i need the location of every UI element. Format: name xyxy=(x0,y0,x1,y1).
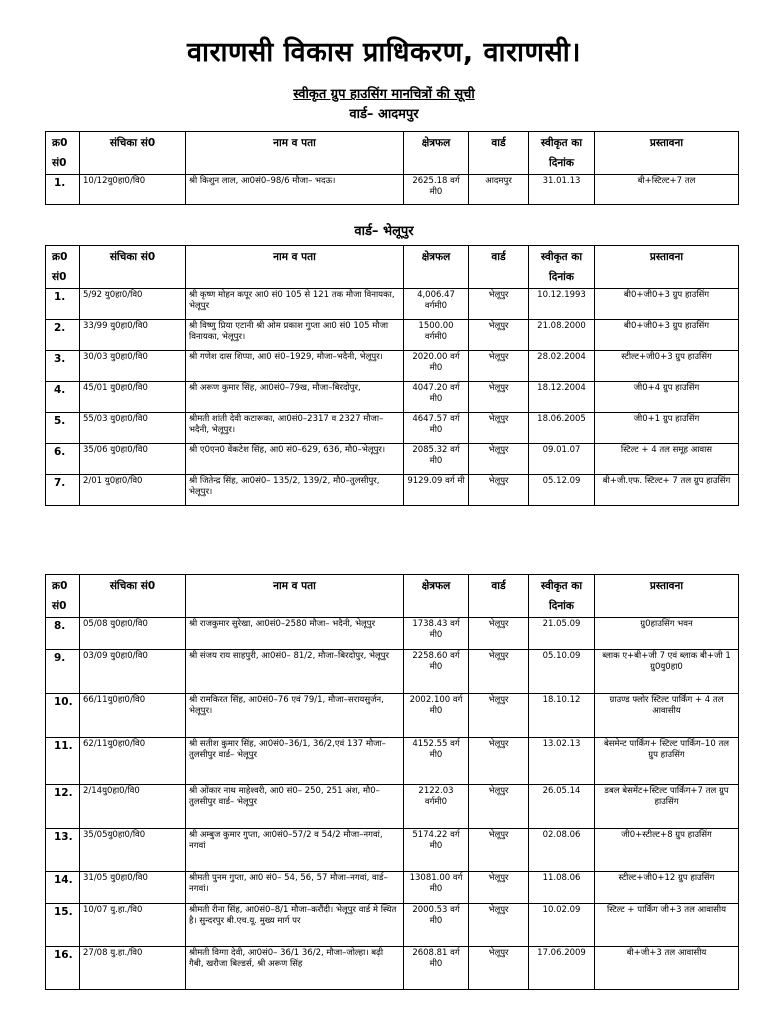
table-row xyxy=(46,738,739,785)
cell-file: 62/11यु0हा0/वि0 xyxy=(80,738,186,785)
column-header-proposal: प्रस्तावना xyxy=(595,575,739,618)
cell-file: 45/01 यु0हा0/वि0 xyxy=(80,382,186,413)
page-subtitle xyxy=(0,84,768,102)
column-header-name: नाम व पता xyxy=(186,246,404,289)
cell-area: 13081.00 वर्ग मी0 xyxy=(404,872,469,904)
cell-sn: 4. xyxy=(46,382,80,413)
cell-date: 28.02.2004 xyxy=(529,351,595,382)
cell-file: 10/12यु0हा0/वि0 xyxy=(80,175,186,205)
cell-sn: 14. xyxy=(46,872,80,904)
cell-proposal: बी+स्टिल्ट+7 तल xyxy=(595,175,739,205)
cell-name: श्रीमती शांती देवी कटारूका, आ0सं0–2317 व 2327 मौजा–भदैनी, भेलूपुर। xyxy=(186,413,404,444)
table-row xyxy=(46,351,739,382)
cell-ward: भेलूपुर xyxy=(469,785,529,829)
cell-area: 2002.100 वर्ग मी0 xyxy=(404,694,469,738)
cell-area: 4647.57 वर्ग मी0 xyxy=(404,413,469,444)
cell-file: 03/09 यु0हा0/वि0 xyxy=(80,650,186,694)
cell-date: 05.10.09 xyxy=(529,650,595,694)
cell-ward: भेलूपुर xyxy=(469,444,529,475)
cell-area: 4152.55 वर्ग मी0 xyxy=(404,738,469,785)
ward-heading-bhelupur: वार्ड– भेलूपुर xyxy=(354,224,414,239)
column-header-date: स्वीकृत का दिनांक xyxy=(529,132,595,175)
cell-name: श्री ओंकार नाथ माहेश्वरी, आ0 सं0– 250, 251 अंश, मौ0–तुलसीपुर वार्ड– भेलूपुर xyxy=(186,785,404,829)
cell-area: 1738.43 वर्ग मी0 xyxy=(404,618,469,650)
cell-ward: भेलूपुर xyxy=(469,320,529,351)
cell-sn: 5. xyxy=(46,413,80,444)
table-row xyxy=(46,175,739,205)
column-header-name: नाम व पता xyxy=(186,132,404,175)
cell-area: 1500.00 वर्गमी0 xyxy=(404,320,469,351)
ward-heading-adampur: वार्ड– आदमपुर xyxy=(349,107,419,122)
cell-proposal: डबल बेसमेंट+स्टिल्ट पार्किंग+7 तल ग्रुप हाउसिंग xyxy=(595,785,739,829)
cell-proposal: ग्राउण्ड फ्लोर स्टिल्ट पार्किंग + 4 तल आवासीय xyxy=(595,694,739,738)
cell-sn: 1. xyxy=(46,175,80,205)
table-row xyxy=(46,413,739,444)
cell-area: 2085.32 वर्ग मी0 xyxy=(404,444,469,475)
column-header-area: क्षेत्रफल xyxy=(404,575,469,618)
cell-ward: भेलूपुर xyxy=(469,738,529,785)
cell-name: श्री संजय राय साहपुरी, आ0सं0– 81/2, मौजा–बिरदोपुर, भेलूपुर xyxy=(186,650,404,694)
column-header-date: स्वीकृत का दिनांक xyxy=(529,575,595,618)
cell-sn: 12. xyxy=(46,785,80,829)
cell-proposal: बी0+जी0+3 ग्रुप हाउसिंग xyxy=(595,289,739,320)
cell-area: 2608.81 वर्ग मी0 xyxy=(404,947,469,990)
cell-date: 13.02.13 xyxy=(529,738,595,785)
cell-sn: 10. xyxy=(46,694,80,738)
cell-name: श्री सतीश कुमार सिंह, आ0सं0–36/1, 36/2,एवं 137 मौजा–तुलसीपुर वार्ड– भेलूपुर xyxy=(186,738,404,785)
cell-date: 18.06.2005 xyxy=(529,413,595,444)
cell-file: 5/92 यु0हा0/वि0 xyxy=(80,289,186,320)
cell-ward: भेलूपुर xyxy=(469,413,529,444)
column-header-file: संचिका सं0 xyxy=(80,575,186,618)
column-header-area: क्षेत्रफल xyxy=(404,132,469,175)
cell-ward: भेलूपुर xyxy=(469,904,529,947)
column-header-proposal: प्रस्तावना xyxy=(595,132,739,175)
cell-file: 05/08 यु0हा0/वि0 xyxy=(80,618,186,650)
cell-proposal: बी+जी+3 तल आवासीय xyxy=(595,947,739,990)
cell-proposal: ग्रु0हाउसिंग भवन xyxy=(595,618,739,650)
cell-date: 09.01.07 xyxy=(529,444,595,475)
table-row xyxy=(46,618,739,650)
page-subtitle-text: स्वीकृत ग्रुप हाउसिंग मानचित्रों की सूची xyxy=(293,87,475,102)
cell-name: श्री गणेश दास शिप्पा, आ0 सं0–1929, मौजा–भदैनी, भेलूपुर। xyxy=(186,351,404,382)
table-row xyxy=(46,650,739,694)
cell-proposal: जी0+4 ग्रुप हाउसिंग xyxy=(595,382,739,413)
cell-ward: भेलूपुर xyxy=(469,829,529,872)
table-row xyxy=(46,947,739,990)
table-row xyxy=(46,829,739,872)
cell-area: 2000.53 वर्ग मी0 xyxy=(404,904,469,947)
cell-proposal: स्टिल्ट + 4 तल समूह आवास xyxy=(595,444,739,475)
column-header-ward: वार्ड xyxy=(469,246,529,289)
table-row xyxy=(46,694,739,738)
cell-area: 4,006.47 वर्गमी0 xyxy=(404,289,469,320)
column-header-proposal: प्रस्तावना xyxy=(595,246,739,289)
table-row xyxy=(46,444,739,475)
table-row xyxy=(46,382,739,413)
column-header-sn: क्र0 सं0 xyxy=(46,246,80,289)
column-header-area: क्षेत्रफल xyxy=(404,246,469,289)
cell-file: 33/99 यु0हा0/वि0 xyxy=(80,320,186,351)
cell-name: श्री किशुन लाल, आ0सं0–98/6 मौजा– भदऊ। xyxy=(186,175,404,205)
cell-date: 21.08.2000 xyxy=(529,320,595,351)
cell-proposal: ब्लाक ए+बी+जी 7 एवं ब्लाक बी+जी 1 ग्रु0यु0हा0 xyxy=(595,650,739,694)
cell-name: श्री ए0एन0 वेंकटेश सिंह, आ0 सं0–629, 636, मौ0–भेलूपुर। xyxy=(186,444,404,475)
cell-ward: भेलूपुर xyxy=(469,289,529,320)
cell-proposal: स्टिल्ट + पार्किंग जी+3 तल आवासीय xyxy=(595,904,739,947)
cell-proposal: जी0+1 ग्रुप हाउसिंग xyxy=(595,413,739,444)
table-header-row xyxy=(46,575,739,618)
table-header-row xyxy=(46,132,739,175)
cell-name: श्रीमती विग्गा देवी, आ0सं0– 36/1 36/2, मौजा–जोल्हा। बढ़ी गैबी, खरौजा बिल्डर्स, श्री अरूण सिंह xyxy=(186,947,404,990)
cell-name: श्री रामकिरत सिंह, आ0सं0–76 एवं 79/1, मौजा–सरायसुर्जन, भेलूपुर। xyxy=(186,694,404,738)
cell-date: 10.12.1993 xyxy=(529,289,595,320)
cell-date: 02.08.06 xyxy=(529,829,595,872)
cell-file: 27/08 यु.हा./वि0 xyxy=(80,947,186,990)
table-header-row xyxy=(46,246,739,289)
cell-area: 9129.09 वर्ग मी xyxy=(404,475,469,506)
cell-name: श्री अम्बुज कुमार गुप्ता, आ0सं0–57/2 व 54/2 मौजा–नगवां, नगवां xyxy=(186,829,404,872)
cell-name: श्री विष्णु प्रिया एटानी श्री ओम प्रकाश गुप्ता आ0 सं0 105 मौजा विनायका, भेलूपुर। xyxy=(186,320,404,351)
cell-sn: 7. xyxy=(46,475,80,506)
cell-area: 2625.18 वर्ग मी0 xyxy=(404,175,469,205)
cell-date: 11.08.06 xyxy=(529,872,595,904)
cell-file: 2/14यु0हा0/वि0 xyxy=(80,785,186,829)
cell-file: 35/06 यु0हा0/वि0 xyxy=(80,444,186,475)
cell-date: 18.12.2004 xyxy=(529,382,595,413)
cell-date: 17.06.2009 xyxy=(529,947,595,990)
table-bhelupur-continued xyxy=(45,574,739,990)
cell-sn: 2. xyxy=(46,320,80,351)
table-row xyxy=(46,475,739,506)
cell-date: 05.12.09 xyxy=(529,475,595,506)
column-header-ward: वार्ड xyxy=(469,575,529,618)
cell-ward: भेलूपुर xyxy=(469,382,529,413)
column-header-file: संचिका सं0 xyxy=(80,246,186,289)
cell-ward: आदमपुर xyxy=(469,175,529,205)
cell-sn: 3. xyxy=(46,351,80,382)
cell-date: 26.05.14 xyxy=(529,785,595,829)
cell-proposal: जी0+स्टील्ट+8 ग्रुप हाउसिंग xyxy=(595,829,739,872)
cell-date: 18.10.12 xyxy=(529,694,595,738)
table-row xyxy=(46,320,739,351)
cell-area: 2020.00 वर्ग मी0 xyxy=(404,351,469,382)
cell-file: 31/05 यु0हा0/वि0 xyxy=(80,872,186,904)
table-row xyxy=(46,872,739,904)
table-row xyxy=(46,785,739,829)
cell-proposal: स्टील्ट+जी0+3 ग्रुप हाउसिंग xyxy=(595,351,739,382)
cell-sn: 8. xyxy=(46,618,80,650)
table-row xyxy=(46,289,739,320)
cell-ward: भेलूपुर xyxy=(469,618,529,650)
column-header-name: नाम व पता xyxy=(186,575,404,618)
table-adampur xyxy=(45,131,739,205)
column-header-ward: वार्ड xyxy=(469,132,529,175)
cell-file: 30/03 यु0हा0/वि0 xyxy=(80,351,186,382)
cell-file: 55/03 यु0हा0/वि0 xyxy=(80,413,186,444)
cell-area: 2258.60 वर्ग मी0 xyxy=(404,650,469,694)
cell-file: 35/05यु0हा0/वि0 xyxy=(80,829,186,872)
table-row xyxy=(46,904,739,947)
cell-name: श्री राजकुमार सुरेखा, आ0सं0–2580 मौजा– भदैनी, भेलूपुर xyxy=(186,618,404,650)
column-header-date: स्वीकृत का दिनांक xyxy=(529,246,595,289)
cell-proposal: बी+जी.एफ. स्टिल्ट+ 7 तल ग्रुप हाउसिंग xyxy=(595,475,739,506)
column-header-sn: क्र0 सं0 xyxy=(46,575,80,618)
cell-ward: भेलूपुर xyxy=(469,694,529,738)
cell-proposal: बेसमेन्ट पार्किंग+ स्टिल्ट पार्किंग–10 तल ग्रुप हाउसिंग xyxy=(595,738,739,785)
cell-sn: 13. xyxy=(46,829,80,872)
cell-ward: भेलूपुर xyxy=(469,650,529,694)
cell-name: श्रीमती पुनम गुप्ता, आ0 सं0– 54, 56, 57 मौजा–नगवां, वार्ड– नगवां। xyxy=(186,872,404,904)
cell-area: 5174.22 वर्ग मी0 xyxy=(404,829,469,872)
cell-area: 2122.03 वर्गमी0 xyxy=(404,785,469,829)
cell-ward: भेलूपुर xyxy=(469,872,529,904)
table-bhelupur xyxy=(45,245,739,506)
cell-sn: 9. xyxy=(46,650,80,694)
cell-file: 10/07 यु.हा./वि0 xyxy=(80,904,186,947)
cell-sn: 15. xyxy=(46,904,80,947)
cell-file: 66/11यु0हा0/वि0 xyxy=(80,694,186,738)
cell-date: 21.05.09 xyxy=(529,618,595,650)
cell-file: 2/01 यु0हा0/वि0 xyxy=(80,475,186,506)
cell-ward: भेलूपुर xyxy=(469,947,529,990)
cell-date: 31.01.13 xyxy=(529,175,595,205)
page-title: वाराणसी विकास प्राधिकरण, वाराणसी। xyxy=(186,37,582,68)
cell-name: श्री जितेन्द्र सिंह, आ0सं0– 135/2, 139/2, मौ0–तुलसीपुर, भेलूपुर। xyxy=(186,475,404,506)
cell-ward: भेलूपुर xyxy=(469,475,529,506)
cell-sn: 1. xyxy=(46,289,80,320)
column-header-file: संचिका सं0 xyxy=(80,132,186,175)
cell-name: श्रीमती रीना सिंह, आ0सं0–8/1 मौजा–करौंदी। भेलूपुर वार्ड मे स्थित है। सुन्दरपुर बी.एच.यू. मुख्य मार्ग पर xyxy=(186,904,404,947)
cell-date: 10.02.09 xyxy=(529,904,595,947)
cell-proposal: बी0+जी0+3 ग्रुप हाउसिंग xyxy=(595,320,739,351)
cell-sn: 11. xyxy=(46,738,80,785)
cell-sn: 16. xyxy=(46,947,80,990)
cell-name: श्री अरूण कुमार सिंह, आ0सं0–79ख, मौजा–बिरदोपुर, xyxy=(186,382,404,413)
cell-ward: भेलूपुर xyxy=(469,351,529,382)
cell-proposal: स्टील्ट+जी0+12 ग्रुप हाउसिंग xyxy=(595,872,739,904)
cell-name: श्री कृष्ण मोहन कपूर आ0 सं0 105 से 121 तक मौजा विनायका, भेलूपुर xyxy=(186,289,404,320)
column-header-sn: क्र0 सं0 xyxy=(46,132,80,175)
cell-area: 4047.20 वर्ग मी0 xyxy=(404,382,469,413)
cell-sn: 6. xyxy=(46,444,80,475)
